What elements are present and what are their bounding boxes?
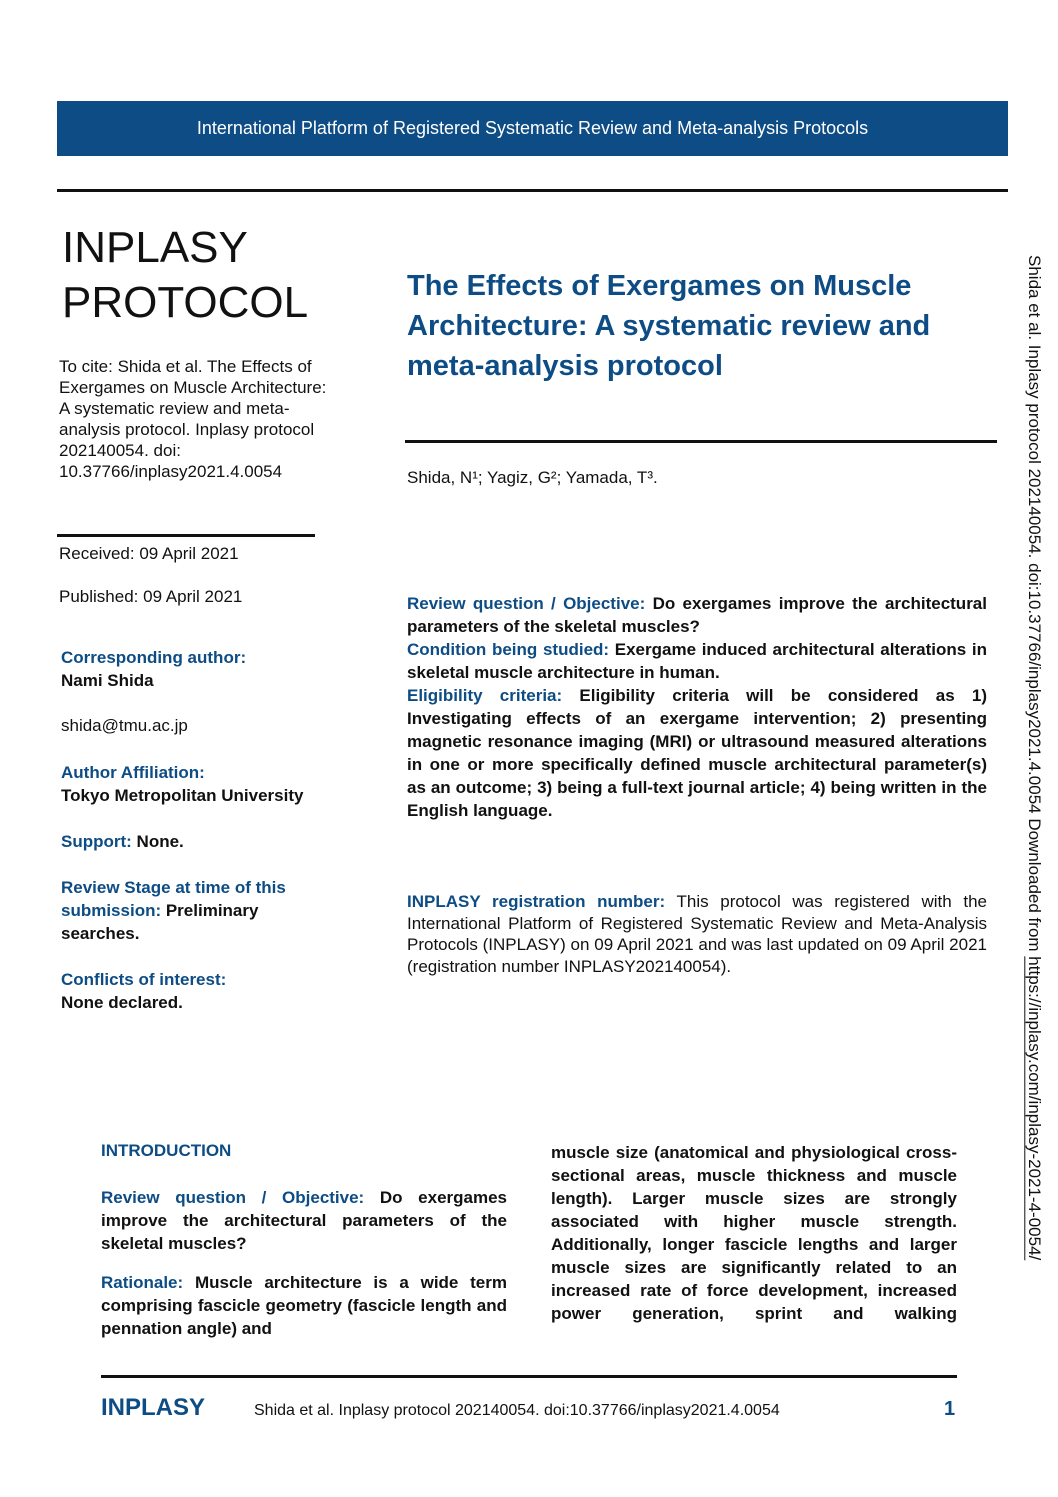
conflicts-label: Conflicts of interest:	[61, 970, 227, 989]
author-affiliation	[61, 761, 341, 807]
citation-text: To cite: Shida et al. The Effects of Exergames on Muscle Architecture: A systematic review and meta-analysis protocol. Inplasy protocol 202140054. doi: 10.37766/inplasy2021.4.0054	[59, 357, 327, 481]
abstract-question	[407, 592, 987, 638]
footer-citation: Shida et al. Inplasy protocol 202140054. doi:10.37766/inplasy2021.4.0054	[254, 1402, 780, 1419]
footer-rule	[101, 1375, 957, 1378]
introduction-column-right: muscle size (anatomical and physiological cross-sectional areas, muscle thickness and muscle length). Larger muscle sizes are strongly associated with higher muscle strength. Additionally, longer fascicle lengths and larger muscle sizes are significantly related to an increased rate of force development, increased power generation, sprint and walking	[551, 1143, 957, 1323]
affiliation-value: Tokyo Metropolitan University	[61, 786, 304, 805]
abstract-question-text: Do exergames improve the architectural parameters of the skeletal muscles?	[407, 594, 987, 636]
side-download-note	[1024, 255, 1044, 1260]
abstract-question-label: Review question / Objective:	[407, 594, 646, 613]
registration	[407, 891, 987, 977]
abstract-condition	[407, 638, 987, 684]
brand-heading	[62, 220, 308, 330]
side-download-link[interactable]: https://inplasy.com/inplasy-2021-4-0054/	[1025, 956, 1044, 1261]
abstract-condition-label: Condition being studied:	[407, 640, 610, 659]
brand-line-1: INPLASY	[62, 223, 248, 272]
abstract-eligibility	[407, 684, 987, 822]
corresponding-author-label: Corresponding author:	[61, 648, 247, 667]
review-stage-label: Review Stage at time of this submission:	[61, 878, 286, 920]
intro-question-text: Do exergames improve the architectural parameters of the skeletal muscles?	[101, 1188, 507, 1253]
brand-line-2: PROTOCOL	[62, 278, 309, 327]
cite-rule	[57, 534, 315, 537]
page-number: 1	[944, 1398, 956, 1420]
top-banner: International Platform of Registered Systematic Review and Meta-analysis Protocols	[57, 101, 1008, 156]
conflicts-value: None declared.	[61, 993, 183, 1012]
received-date: Received: 09 April 2021	[59, 544, 239, 563]
support-label: Support:	[61, 832, 132, 851]
introduction-heading: INTRODUCTION	[101, 1141, 232, 1160]
intro-question-label: Review question / Objective:	[101, 1188, 365, 1207]
review-stage-value: Preliminary searches.	[61, 901, 259, 943]
introduction-column-left	[101, 1186, 507, 1356]
intro-rationale-label: Rationale:	[101, 1273, 184, 1292]
review-stage	[61, 876, 341, 945]
authors: Shida, N¹; Yagiz, G²; Yamada, T³.	[407, 468, 658, 487]
corresponding-author-name: Nami Shida	[61, 671, 154, 690]
abstract-eligibility-text: Eligibility criteria will be considered as 1) Investigating effects of an exergame intervention; 2) presenting magnetic resonance imaging (MRI) or ultrasound measured alterations in one or more specifically defined muscle architectural parameter(s) as an outcome; 3) being a full-text journal article; 4) being written in the English language.	[407, 686, 988, 820]
support-value: None.	[131, 832, 184, 851]
affiliation-label: Author Affiliation:	[61, 763, 205, 782]
author-email[interactable]: shida@tmu.ac.jp	[61, 716, 188, 735]
header-rule	[57, 189, 1008, 192]
abstract-eligibility-label: Eligibility criteria:	[407, 686, 563, 705]
title-rule	[405, 440, 997, 443]
abstract	[407, 592, 987, 822]
intro-question	[101, 1186, 507, 1255]
conflicts-of-interest	[61, 968, 341, 1014]
side-download-text: Shida et al. Inplasy protocol 202140054. doi:10.37766/inplasy2021.4.0054 Downloaded from	[1025, 255, 1044, 957]
paper-title: The Effects of Exergames on Muscle Architecture: A systematic review and meta-analysis protocol	[407, 270, 931, 382]
intro-rationale	[101, 1271, 507, 1340]
registration-text: This protocol was registered with the International Platform of Registered Systematic Review and Meta-Analysis Protocols (INPLASY) on 09 April 2021 and was last updated on 09 April 2021 (registration number INPLASY202140054).	[407, 892, 987, 976]
published-date: Published: 09 April 2021	[59, 587, 243, 606]
abstract-condition-text: Exergame induced architectural alterations in skeletal muscle architecture in human.	[407, 640, 987, 682]
corresponding-author	[61, 646, 341, 692]
support	[61, 830, 341, 853]
intro-rationale-text: Muscle architecture is a wide term comprising fascicle geometry (fascicle length and pennation angle) and	[101, 1273, 507, 1338]
registration-label: INPLASY registration number:	[407, 892, 666, 911]
footer-brand: INPLASY	[101, 1394, 206, 1421]
